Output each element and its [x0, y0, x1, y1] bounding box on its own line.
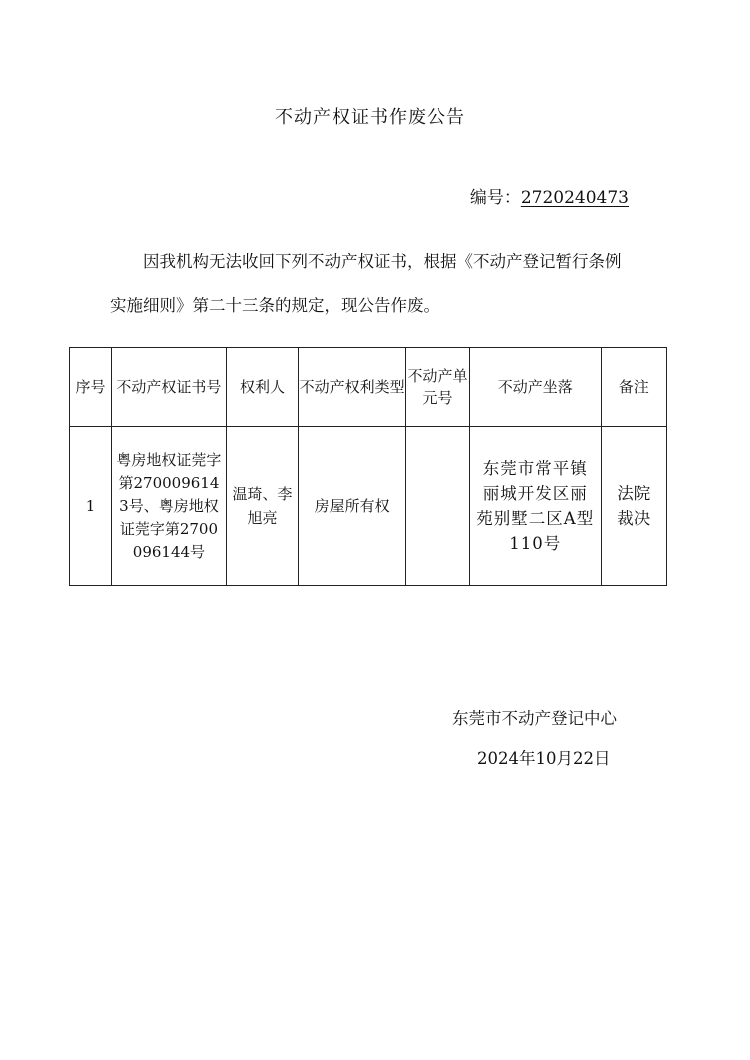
cell-unit-no [406, 427, 470, 586]
cell-right-type: 房屋所有权 [299, 427, 406, 586]
header-cert-no: 不动产权证书号 [112, 348, 227, 427]
header-right-type: 不动产权利类型 [299, 348, 406, 427]
header-remark: 备注 [601, 348, 666, 427]
cell-holder: 温琦、李旭亮 [226, 427, 298, 586]
header-unit-no: 不动产单元号 [406, 348, 470, 427]
table-row [70, 427, 667, 586]
document-number-value: 2720240473 [520, 188, 629, 208]
header-location: 不动产坐落 [469, 348, 601, 427]
cell-seq: 1 [70, 427, 112, 586]
cell-location: 东莞市常平镇丽城开发区丽苑别墅二区A型110号 [469, 427, 601, 586]
issue-date: 2024年10月22日 [477, 749, 611, 768]
document-number-label: 编号： [469, 188, 521, 208]
notice-body: 因我机构无法收回下列不动产权证书，根据《不动产登记暂行条例实施细则》第二十三条的规定，现公告作废。 [110, 252, 622, 315]
issuing-organization: 东莞市不动产登记中心 [452, 709, 617, 728]
page-title: 不动产权证书作废公告 [275, 107, 465, 128]
certificate-table [69, 347, 667, 586]
table-header-row [70, 348, 667, 427]
cell-remark: 法院裁决 [601, 427, 666, 586]
cell-cert-no: 粤房地权证莞字第2700096143号、粤房地权证莞字第2700096144号 [112, 427, 227, 586]
header-holder: 权利人 [226, 348, 298, 427]
header-seq: 序号 [70, 348, 112, 427]
document-number [470, 183, 629, 208]
